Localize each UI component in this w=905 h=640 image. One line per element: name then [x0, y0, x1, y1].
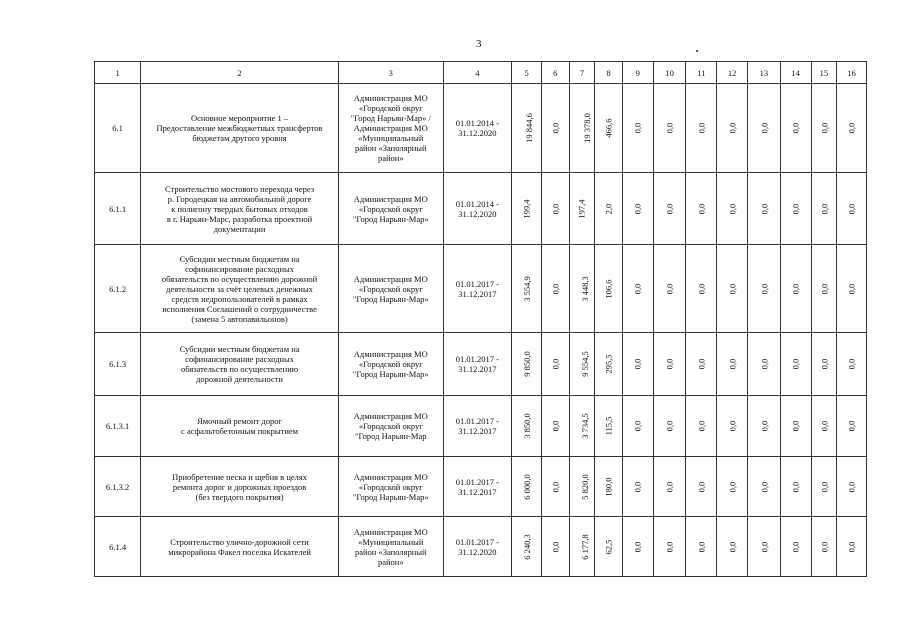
- value-cell: [811, 457, 837, 517]
- vertical-value-text: 0,0: [727, 283, 738, 294]
- value-cell: [541, 173, 569, 245]
- period-line: 31.12.2020: [458, 208, 497, 219]
- vertical-value-text: 0,0: [664, 122, 675, 134]
- vertical-value-text: 0,0: [550, 481, 561, 492]
- period: [443, 333, 512, 396]
- value-cell: [653, 517, 686, 577]
- value-cell: [512, 245, 542, 333]
- vertical-value-text: 6 177,8: [579, 533, 590, 560]
- value-cell: [747, 457, 780, 517]
- value-cell: [595, 396, 623, 457]
- vertical-value-text: 3 850,0: [521, 413, 532, 439]
- value-cell: [717, 245, 748, 333]
- activity-name: [141, 396, 339, 457]
- executor-line: район «Заполярный: [354, 143, 427, 153]
- value-cell: [512, 396, 542, 457]
- row-code: 6.1.2: [95, 245, 141, 333]
- value-cell: [595, 84, 623, 173]
- row-code: 6.1: [95, 84, 141, 173]
- vertical-value-text: 0,0: [550, 283, 561, 294]
- vertical-value-text: 0,0: [696, 481, 707, 492]
- vertical-value-text: 197,4: [576, 198, 587, 219]
- vertical-value-text: 0,0: [846, 358, 857, 370]
- vertical-value-text: 0,0: [790, 420, 801, 432]
- value-cell: [622, 173, 653, 245]
- table-row: [95, 173, 867, 245]
- column-header: 6: [541, 62, 569, 84]
- value-cell: [595, 173, 623, 245]
- vertical-value-text: 466,6: [603, 118, 614, 138]
- vertical-value-text: 0,0: [727, 358, 738, 370]
- vertical-value-text: 0,0: [846, 541, 857, 552]
- executor-line: «Городской округ: [358, 283, 423, 294]
- value-cell: [811, 517, 837, 577]
- vertical-value-text: 0,0: [664, 283, 675, 294]
- activity-name-line: обязательств по осуществлению: [181, 364, 299, 374]
- period: [443, 84, 512, 173]
- column-header: 13: [747, 62, 780, 84]
- executor-line: «Муниципальный: [358, 536, 424, 547]
- vertical-value-text: 0,0: [727, 122, 738, 134]
- vertical-value-text: 0,0: [818, 122, 829, 134]
- row-code: 6.1.3.1: [95, 396, 141, 457]
- value-cell: [717, 457, 748, 517]
- table-row: [95, 84, 867, 173]
- value-cell: [622, 333, 653, 396]
- executor-line: «Городской округ: [358, 359, 423, 369]
- activity-name: [141, 173, 339, 245]
- vertical-value-text: 0,0: [846, 283, 857, 294]
- value-cell: [653, 396, 686, 457]
- vertical-value-text: 0,0: [632, 122, 643, 134]
- column-header: 9: [622, 62, 653, 84]
- value-cell: [811, 173, 837, 245]
- value-cell: [837, 457, 867, 517]
- value-cell: [512, 84, 542, 173]
- executor-line: район»: [377, 153, 404, 163]
- value-cell: [686, 457, 717, 517]
- page-number: 3: [476, 38, 482, 50]
- activity-name-line: средств недропользователей в рамках: [171, 293, 308, 304]
- executor-line: район «Заполярный: [354, 546, 427, 557]
- period-line: 31.12.2017: [458, 426, 497, 436]
- vertical-value-text: 0,0: [632, 481, 643, 492]
- vertical-value-text: 0,0: [818, 481, 829, 492]
- value-cell: [747, 396, 780, 457]
- vertical-value-text: 0,0: [550, 203, 561, 214]
- value-cell: [512, 173, 542, 245]
- value-cell: [780, 245, 811, 333]
- activity-name: [141, 517, 339, 577]
- period: [443, 396, 512, 457]
- value-cell: [622, 84, 653, 173]
- vertical-value-text: 0,0: [758, 203, 769, 214]
- vertical-value-text: 0,0: [664, 203, 675, 214]
- executor: [338, 396, 443, 457]
- value-cell: [653, 84, 686, 173]
- activity-name-line: бюджетам другого уровня: [192, 133, 287, 143]
- vertical-value-text: 6 000,0: [521, 473, 532, 500]
- executor-line: «Городской округ: [358, 481, 423, 492]
- vertical-value-text: 6 240,3: [521, 533, 532, 560]
- value-cell: [622, 396, 653, 457]
- value-cell: [622, 245, 653, 333]
- value-cell: [780, 84, 811, 173]
- activity-name-line: Предоставление межбюджетных трансфертов: [156, 123, 323, 133]
- activity-name: [141, 457, 339, 517]
- vertical-value-text: 0,0: [758, 481, 769, 492]
- activity-name-line: Субсидии местным бюджетам на: [179, 344, 300, 354]
- vertical-value-text: 115,5: [603, 416, 614, 436]
- value-cell: [569, 84, 595, 173]
- value-cell: [541, 457, 569, 517]
- table-row: [95, 457, 867, 517]
- activity-name-line: (без твердого покрытия): [195, 491, 284, 502]
- activity-name-line: дорожной деятельности: [196, 374, 283, 384]
- vertical-value-text: 0,0: [790, 203, 801, 214]
- activity-name-line: ремонта дорог и дорожных проездов: [172, 481, 307, 492]
- vertical-value-text: 0,0: [550, 358, 561, 370]
- vertical-value-text: 199,4: [521, 198, 532, 219]
- vertical-value-text: 0,0: [846, 122, 857, 134]
- value-cell: [686, 84, 717, 173]
- value-cell: [541, 84, 569, 173]
- vertical-value-text: 0,0: [790, 481, 801, 492]
- column-header: 3: [338, 62, 443, 84]
- period: [443, 173, 512, 245]
- vertical-value-text: 0,0: [664, 541, 675, 552]
- vertical-value-text: 0,0: [664, 481, 675, 492]
- vertical-value-text: 0,0: [696, 122, 707, 134]
- executor: [338, 517, 443, 577]
- value-cell: [512, 333, 542, 396]
- value-cell: [541, 396, 569, 457]
- column-header: 16: [837, 62, 867, 84]
- activity-name-line: деятельности за счёт целевых денежных: [166, 283, 313, 294]
- value-cell: [541, 245, 569, 333]
- vertical-value-text: 0,0: [846, 481, 857, 492]
- column-header: 14: [780, 62, 811, 84]
- activity-name-line: Ямочный ремонт дорог: [197, 416, 282, 426]
- vertical-value-text: 0,0: [818, 420, 829, 432]
- activity-name-line: документации: [213, 223, 266, 234]
- column-header: 8: [595, 62, 623, 84]
- activity-name-line: Субсидии местным бюджетам на: [179, 253, 300, 264]
- executor-line: Администрация МО: [353, 349, 428, 359]
- value-cell: [686, 245, 717, 333]
- column-header: 15: [811, 62, 837, 84]
- vertical-value-text: 0,0: [758, 541, 769, 552]
- vertical-value-text: 0,0: [790, 358, 801, 370]
- row-code: 6.1.4: [95, 517, 141, 577]
- table-row: [95, 245, 867, 333]
- activity-name: [141, 333, 339, 396]
- value-cell: [747, 517, 780, 577]
- value-cell: [747, 173, 780, 245]
- vertical-value-text: 3 554,9: [521, 275, 532, 302]
- value-cell: [653, 333, 686, 396]
- activity-name-line: микрорайона Факел поселка Искателей: [168, 546, 311, 557]
- table-row: [95, 396, 867, 457]
- vertical-value-text: 5 820,0: [579, 473, 590, 500]
- vertical-value-text: 0,0: [790, 283, 801, 294]
- vertical-value-text: 0,0: [818, 358, 829, 370]
- vertical-value-text: 0,0: [846, 203, 857, 214]
- vertical-value-text: 0,0: [758, 283, 769, 294]
- vertical-value-text: 2,0: [603, 203, 614, 214]
- period-line: 31.12.2017: [458, 288, 497, 299]
- executor-line: «Муниципальный: [358, 133, 424, 143]
- value-cell: [780, 333, 811, 396]
- executor-line: Администрация МО: [353, 123, 428, 133]
- executor-line: "Город Нарьян-Мар»: [352, 369, 429, 379]
- table-row: [95, 517, 867, 577]
- vertical-value-text: 0,0: [758, 358, 769, 370]
- vertical-value-text: 3 734,5: [579, 413, 590, 439]
- period-line: 31.12.2017: [458, 364, 497, 374]
- executor-line: "Город Нарьян-Мар» /: [350, 113, 431, 123]
- value-cell: [717, 396, 748, 457]
- activity-name-line: обязательств по осуществлению дорожной: [161, 273, 318, 284]
- vertical-value-text: 0,0: [550, 122, 561, 134]
- vertical-value-text: 180,0: [603, 476, 614, 497]
- period-line: 31.12.2020: [458, 546, 497, 557]
- vertical-value-text: 295,5: [603, 354, 614, 374]
- value-cell: [653, 245, 686, 333]
- executor-line: Администрация МО: [353, 526, 428, 537]
- value-cell: [686, 517, 717, 577]
- vertical-value-text: 0,0: [632, 358, 643, 370]
- vertical-value-text: 19 844,6: [524, 113, 535, 143]
- vertical-value-text: 0,0: [696, 358, 707, 370]
- executor-line: «Городской округ: [358, 103, 423, 113]
- vertical-value-text: 3 448,3: [579, 275, 590, 302]
- column-header: 12: [717, 62, 748, 84]
- activity-name-line: Строительство улично-дорожной сети: [170, 536, 309, 547]
- vertical-value-text: 0,0: [727, 481, 738, 492]
- value-cell: [622, 457, 653, 517]
- column-header: 7: [569, 62, 595, 84]
- vertical-value-text: 9 554,5: [579, 351, 590, 377]
- value-cell: [569, 457, 595, 517]
- vertical-value-text: 0,0: [550, 541, 561, 552]
- vertical-value-text: 0,0: [758, 122, 769, 134]
- activity-name: [141, 245, 339, 333]
- value-cell: [811, 84, 837, 173]
- vertical-value-text: 0,0: [727, 541, 738, 552]
- executor: [338, 245, 443, 333]
- value-cell: [811, 333, 837, 396]
- vertical-value-text: 0,0: [664, 420, 675, 432]
- column-header: 5: [512, 62, 542, 84]
- vertical-value-text: 0,0: [632, 283, 643, 294]
- vertical-value-text: 0,0: [632, 420, 643, 432]
- executor-line: «Городской округ: [358, 203, 423, 214]
- program-activities-table: [94, 61, 867, 577]
- value-cell: [747, 245, 780, 333]
- period: [443, 245, 512, 333]
- activity-name-line: с асфальтобетонным покрытием: [181, 426, 299, 436]
- value-cell: [595, 333, 623, 396]
- period-line: 31.12.2017: [458, 486, 497, 497]
- value-cell: [717, 517, 748, 577]
- value-cell: [569, 517, 595, 577]
- vertical-value-text: 0,0: [696, 420, 707, 432]
- executor-line: "Город Нарьян-Мар»: [352, 491, 429, 502]
- value-cell: [717, 173, 748, 245]
- column-header: 11: [686, 62, 717, 84]
- period: [443, 457, 512, 517]
- vertical-value-text: 0,0: [818, 203, 829, 214]
- row-code: 6.1.3: [95, 333, 141, 396]
- value-cell: [837, 84, 867, 173]
- period-line: 31.12.2020: [458, 128, 497, 138]
- header-row: [95, 62, 867, 84]
- activity-name: [141, 84, 339, 173]
- executor-line: Администрация МО: [353, 93, 428, 103]
- value-cell: [686, 396, 717, 457]
- value-cell: [686, 333, 717, 396]
- value-cell: [780, 173, 811, 245]
- activity-name-line: Основное мероприятие 1 –: [190, 113, 289, 123]
- value-cell: [595, 517, 623, 577]
- vertical-value-text: 19 378,0: [581, 113, 592, 143]
- value-cell: [811, 245, 837, 333]
- vertical-value-text: 0,0: [846, 420, 857, 432]
- vertical-value-text: 62,5: [603, 539, 614, 554]
- activity-name-line: Строительство мостового перехода через: [165, 183, 315, 194]
- period-line: 01.01.2017 -: [455, 278, 499, 289]
- value-cell: [837, 396, 867, 457]
- value-cell: [569, 173, 595, 245]
- period-line: 01.01.2017 -: [455, 476, 499, 487]
- value-cell: [780, 517, 811, 577]
- value-cell: [541, 333, 569, 396]
- executor-line: «Городской округ: [358, 421, 423, 431]
- activity-name-line: софинансирование расходных: [185, 263, 294, 274]
- activity-name-line: софинансирование расходных: [185, 354, 294, 364]
- vertical-value-text: 0,0: [696, 541, 707, 552]
- vertical-value-text: 0,0: [664, 358, 675, 370]
- executor: [338, 173, 443, 245]
- executor-line: Администрация МО: [353, 411, 428, 421]
- table-row: [95, 333, 867, 396]
- value-cell: [837, 333, 867, 396]
- activity-name-line: (замена 5 автопавильонов): [191, 313, 288, 324]
- vertical-value-text: 106,6: [603, 278, 614, 299]
- activity-name-line: в г. Нарьян-Марс, разработка проектной: [166, 213, 313, 224]
- value-cell: [780, 457, 811, 517]
- value-cell: [686, 173, 717, 245]
- column-header: 1: [95, 62, 141, 84]
- vertical-value-text: 0,0: [632, 203, 643, 214]
- value-cell: [595, 457, 623, 517]
- activity-name-line: исполнения Соглашений о сотрудничестве: [162, 303, 317, 314]
- column-header: 4: [443, 62, 512, 84]
- executor-line: Администрация МО: [353, 273, 428, 284]
- vertical-value-text: 0,0: [727, 420, 738, 432]
- activity-name-line: р. Городецкая на автомобильной дороге: [167, 193, 312, 204]
- value-cell: [837, 245, 867, 333]
- activity-name-line: Приобретение песка и щебня в целях: [172, 471, 308, 482]
- vertical-value-text: 0,0: [818, 283, 829, 294]
- executor-line: "Город Нарьян-Мар: [355, 431, 427, 441]
- vertical-value-text: 0,0: [550, 420, 561, 432]
- executor-line: "Город Нарьян-Мар»: [352, 293, 429, 304]
- row-code: 6.1.1: [95, 173, 141, 245]
- value-cell: [717, 333, 748, 396]
- column-header: 2: [141, 62, 339, 84]
- value-cell: [747, 333, 780, 396]
- vertical-value-text: 0,0: [758, 420, 769, 432]
- value-cell: [653, 457, 686, 517]
- vertical-value-text: 0,0: [696, 203, 707, 214]
- vertical-value-text: 0,0: [727, 203, 738, 214]
- executor-line: Администрация МО: [353, 193, 428, 204]
- activity-name-line: к полигону твердых бытовых отходов: [171, 203, 308, 214]
- vertical-value-text: 9 850,0: [521, 351, 532, 377]
- vertical-value-text: 0,0: [632, 541, 643, 552]
- value-cell: [569, 333, 595, 396]
- value-cell: [512, 517, 542, 577]
- value-cell: [837, 517, 867, 577]
- value-cell: [653, 173, 686, 245]
- executor-line: Администрация МО: [353, 471, 428, 482]
- value-cell: [541, 517, 569, 577]
- period-line: 01.01.2017 -: [455, 416, 499, 426]
- vertical-value-text: 0,0: [696, 283, 707, 294]
- period-line: 01.01.2017 -: [455, 354, 499, 364]
- row-code: 6.1.3.2: [95, 457, 141, 517]
- period-line: 01.01.2017 -: [455, 536, 499, 547]
- value-cell: [622, 517, 653, 577]
- value-cell: [569, 396, 595, 457]
- value-cell: [780, 396, 811, 457]
- vertical-value-text: 0,0: [790, 541, 801, 552]
- period-line: 01.01.2014 -: [455, 118, 499, 128]
- value-cell: [717, 84, 748, 173]
- executor-line: "Город Нарьян-Мар»: [352, 213, 429, 224]
- executor: [338, 84, 443, 173]
- value-cell: [512, 457, 542, 517]
- period: [443, 517, 512, 577]
- column-header: 10: [653, 62, 686, 84]
- vertical-value-text: 0,0: [790, 122, 801, 134]
- executor: [338, 333, 443, 396]
- executor-line: район»: [377, 556, 404, 567]
- executor: [338, 457, 443, 517]
- value-cell: [811, 396, 837, 457]
- value-cell: [747, 84, 780, 173]
- value-cell: [837, 173, 867, 245]
- vertical-value-text: 0,0: [818, 541, 829, 552]
- scan-speck: [696, 50, 698, 52]
- period-line: 01.01.2014 -: [455, 198, 499, 209]
- value-cell: [569, 245, 595, 333]
- value-cell: [595, 245, 623, 333]
